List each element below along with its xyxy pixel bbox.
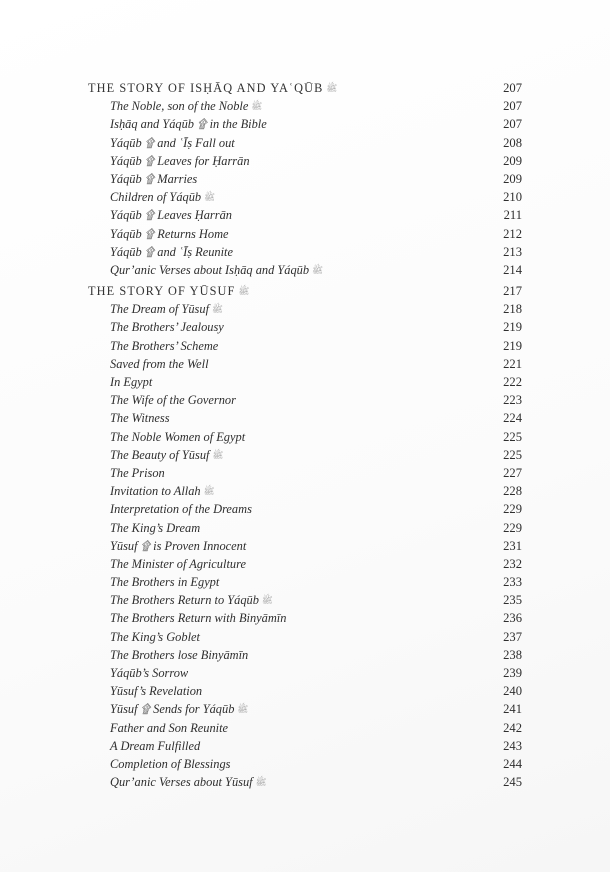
- page-number: 225: [503, 429, 522, 444]
- page-number: 221: [503, 356, 522, 371]
- entry-title-text: Yáqūb’s Sorrow: [110, 666, 189, 680]
- toc-entry[interactable]: [88, 391, 522, 409]
- toc-entry[interactable]: [88, 355, 522, 373]
- toc-entry[interactable]: [88, 537, 522, 555]
- page-number: 225: [503, 447, 522, 462]
- entry-title-text: Interpretation of the Dreams: [110, 502, 252, 517]
- page-number: 208: [503, 135, 522, 150]
- entry-title-text: The Prison: [110, 465, 165, 480]
- page-number: 217: [503, 284, 522, 299]
- section-title-text: THE STORY OF ISḤĀQ AND YAʿQŪB: [88, 81, 324, 95]
- page-number: 211: [503, 208, 522, 223]
- toc-entry[interactable]: [88, 700, 522, 718]
- toc-entry[interactable]: [88, 318, 522, 336]
- entry-title-text: The Brothers Return to Yáqūb: [110, 593, 259, 608]
- entry-title: [88, 391, 236, 409]
- page-number: 219: [503, 320, 522, 335]
- entry-title: [88, 519, 200, 537]
- page-number: 243: [503, 738, 522, 753]
- entry-title-text: The Brothers’ Scheme: [110, 338, 219, 353]
- entry-title: [88, 773, 266, 791]
- honorific-icon: ﷺ: [237, 704, 249, 715]
- toc-section-heading[interactable]: [88, 282, 522, 300]
- toc-entry[interactable]: [88, 446, 522, 464]
- entry-title: [88, 537, 246, 555]
- toc-entry[interactable]: [88, 719, 522, 737]
- toc-entry[interactable]: [88, 755, 522, 773]
- entry-title-text: Qur’anic Verses about Isḥāq and Yáqūb: [110, 262, 310, 277]
- entry-title: [88, 243, 233, 261]
- page-number: 242: [503, 720, 522, 735]
- page-number: 214: [503, 262, 522, 277]
- section-title: [88, 79, 337, 97]
- page-number: 223: [503, 393, 522, 408]
- toc-entry[interactable]: [88, 243, 522, 261]
- page-number: 231: [503, 538, 522, 553]
- page-number: 207: [503, 81, 522, 95]
- honorific-icon: ﷺ: [251, 101, 263, 112]
- entry-title: [88, 555, 246, 573]
- toc-section-heading[interactable]: [88, 79, 522, 97]
- toc-section: [88, 79, 522, 279]
- page-number: 244: [503, 756, 522, 771]
- entry-title: [88, 482, 215, 500]
- entry-title-text: Saved from the Well: [110, 356, 209, 371]
- page-number: 213: [503, 244, 522, 259]
- toc-entry[interactable]: [88, 337, 522, 355]
- toc-entry[interactable]: [88, 428, 522, 446]
- toc-entry[interactable]: [88, 682, 522, 700]
- page-number: 209: [503, 171, 522, 186]
- entry-title: [88, 225, 229, 243]
- entry-title-text: The Brothers Return with Binyāmīn: [110, 611, 287, 626]
- toc-entry[interactable]: [88, 500, 522, 518]
- entry-title: [88, 115, 267, 133]
- honorific-icon: ﷺ: [261, 595, 273, 606]
- entry-title: [88, 206, 232, 224]
- toc-entry[interactable]: [88, 206, 522, 224]
- entry-title-text: The Beauty of Yūsuf: [110, 447, 210, 462]
- toc-entry[interactable]: [88, 482, 522, 500]
- entry-title: [88, 355, 209, 373]
- entry-title-text: The Witness: [110, 411, 170, 426]
- honorific-icon: ﷺ: [312, 264, 323, 275]
- toc-entry[interactable]: [88, 519, 522, 537]
- toc-entry[interactable]: [88, 737, 522, 755]
- entry-title: [88, 755, 230, 773]
- honorific-icon: ﷺ: [204, 192, 215, 203]
- honorific-icon: ﷺ: [326, 83, 338, 93]
- toc-entry[interactable]: [88, 464, 522, 482]
- page-number: 212: [503, 226, 522, 241]
- entry-title-text: Isḥāq and Yáqūb ۩ in the Bible: [110, 117, 267, 132]
- entry-title: [88, 134, 235, 152]
- toc-entry[interactable]: [88, 373, 522, 391]
- toc-entry[interactable]: [88, 573, 522, 591]
- entry-title: [88, 170, 197, 188]
- entry-title: [88, 300, 223, 318]
- entry-title-text: Yáqūb ۩ Returns Home: [110, 226, 229, 241]
- toc-entry[interactable]: [88, 591, 522, 609]
- page-number: 227: [503, 465, 522, 480]
- honorific-icon: ﷺ: [238, 286, 250, 297]
- entry-title: [88, 446, 223, 464]
- page-number: 219: [503, 338, 522, 353]
- entry-title-text: The Noble, son of the Noble: [110, 99, 249, 114]
- entry-title: [88, 737, 200, 755]
- page-number: 228: [503, 484, 522, 499]
- entry-title: [88, 337, 218, 355]
- entry-title: [88, 373, 152, 391]
- entry-title: [88, 609, 286, 627]
- entry-title-text: In Egypt: [110, 375, 153, 389]
- entry-title-text: The King’s Dream: [110, 520, 201, 535]
- page-number: 235: [503, 593, 522, 608]
- toc-entry[interactable]: [88, 773, 522, 791]
- page-number: 236: [503, 611, 522, 626]
- entry-title: [88, 188, 215, 206]
- entry-title: [88, 646, 248, 664]
- toc-entry[interactable]: [88, 152, 522, 170]
- entry-title: [88, 591, 273, 609]
- page-number: 210: [503, 190, 522, 205]
- entry-title-text: The Wife of the Governor: [110, 393, 236, 408]
- entry-title: [88, 318, 224, 336]
- toc-entry[interactable]: [88, 97, 522, 115]
- honorific-icon: ﷺ: [203, 486, 215, 497]
- entry-title: [88, 409, 170, 427]
- toc-entry[interactable]: [88, 188, 522, 206]
- entry-title-text: Yūsuf ۩ is Proven Innocent: [110, 538, 247, 553]
- page-number: 224: [503, 411, 522, 426]
- entry-title: [88, 628, 200, 646]
- entry-title-text: Yáqūb ۩ Leaves for Ḥarrān: [110, 153, 250, 168]
- page-number: 237: [503, 629, 522, 644]
- toc-section: [88, 282, 522, 791]
- toc-entry[interactable]: [88, 134, 522, 152]
- toc-entry[interactable]: [88, 628, 522, 646]
- entry-title-text: The Brothers’ Jealousy: [110, 320, 224, 335]
- page-number: 222: [503, 375, 522, 389]
- page-number: 238: [503, 647, 522, 662]
- page-number: 240: [503, 684, 522, 699]
- entry-title-text: The Brothers in Egypt: [110, 575, 220, 590]
- entry-title: [88, 428, 245, 446]
- page-number: 245: [503, 775, 522, 790]
- section-title-text: THE STORY OF YŪSUF: [88, 284, 236, 299]
- page-number: 207: [503, 117, 522, 132]
- entry-title-text: The King’s Goblet: [110, 629, 200, 644]
- entry-title-text: Yūsuf’s Revelation: [110, 684, 203, 699]
- page-number: 233: [503, 575, 522, 590]
- entry-title: [88, 97, 262, 115]
- entry-title: [88, 261, 323, 279]
- entry-title-text: The Noble Women of Egypt: [110, 429, 246, 444]
- entry-title-text: The Minister of Agriculture: [110, 556, 246, 571]
- entry-title: [88, 573, 219, 591]
- page-number: 241: [503, 702, 522, 717]
- page-number: 207: [503, 99, 522, 114]
- honorific-icon: ﷺ: [212, 449, 224, 460]
- entry-title-text: The Dream of Yūsuf: [110, 302, 210, 317]
- toc-entry[interactable]: [88, 409, 522, 427]
- entry-title: [88, 700, 248, 718]
- toc-entry[interactable]: [88, 646, 522, 664]
- entry-title: [88, 682, 202, 700]
- toc-entry[interactable]: [88, 609, 522, 627]
- entry-title: [88, 664, 188, 682]
- toc-entry[interactable]: [88, 115, 522, 133]
- toc-entry[interactable]: [88, 664, 522, 682]
- honorific-icon: ﷺ: [212, 304, 223, 315]
- section-title: [88, 282, 249, 300]
- entry-title: [88, 464, 165, 482]
- entry-title-text: Yáqūb ۩ and ʿĪṣ Reunite: [110, 244, 233, 259]
- entry-title-text: Invitation to Allah: [110, 484, 201, 499]
- page-number: 209: [503, 153, 522, 168]
- toc-entry[interactable]: [88, 225, 522, 243]
- entry-title-text: Yūsuf ۩ Sends for Yáqūb: [110, 702, 235, 717]
- entry-title-text: Yáqūb ۩ and ʿĪṣ Fall out: [110, 135, 235, 150]
- entry-title-text: Yáqūb ۩ Marries: [110, 171, 198, 186]
- entry-title: [88, 719, 228, 737]
- toc-entry[interactable]: [88, 555, 522, 573]
- entry-title: [88, 152, 250, 170]
- entry-title-text: A Dream Fulfilled: [110, 738, 201, 753]
- entry-title-text: Qur’anic Verses about Yūsuf: [110, 775, 253, 790]
- page-number: 229: [503, 520, 522, 535]
- entry-title-text: Yáqūb ۩ Leaves Ḥarrān: [110, 208, 232, 223]
- entry-title-text: Father and Son Reunite: [110, 720, 229, 735]
- entry-title: [88, 500, 252, 518]
- toc-entry[interactable]: [88, 261, 522, 279]
- entry-title-text: The Brothers lose Binyāmīn: [110, 647, 249, 662]
- honorific-icon: ﷺ: [255, 777, 267, 788]
- page-number: 218: [503, 302, 522, 317]
- entry-title-text: Completion of Blessings: [110, 756, 231, 771]
- toc-entry[interactable]: [88, 170, 522, 188]
- entry-title-text: Children of Yáqūb: [110, 190, 202, 205]
- page-number: 239: [503, 666, 522, 680]
- page-number: 232: [503, 556, 522, 571]
- table-of-contents: [88, 79, 522, 791]
- toc-entry[interactable]: [88, 300, 522, 318]
- page-number: 229: [503, 502, 522, 517]
